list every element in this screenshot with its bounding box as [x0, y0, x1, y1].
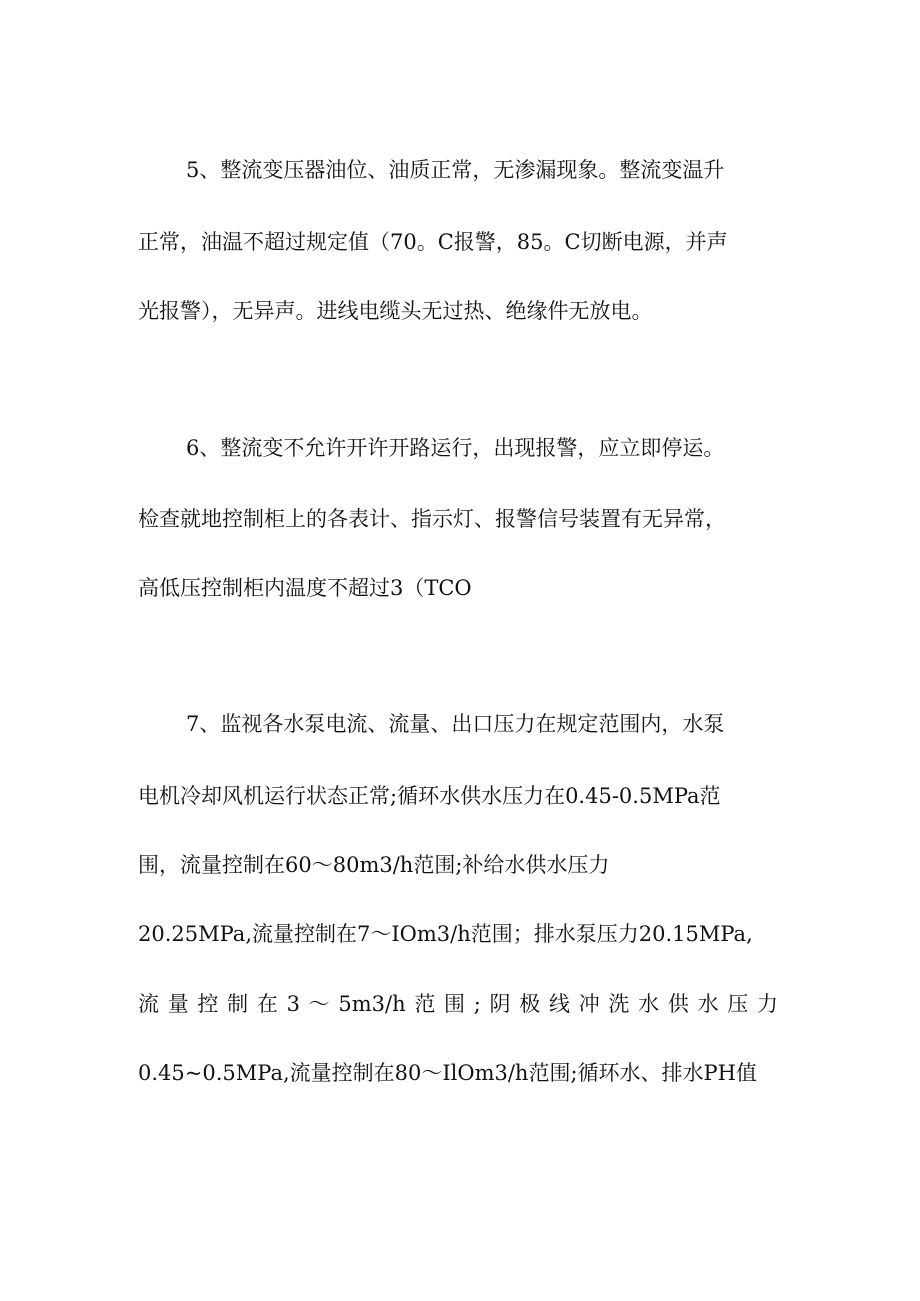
paragraph-line: 20.25MPa,流量控制在7～IOm3/h范围；排水泵压力20.15MPa, — [138, 922, 753, 946]
paragraph-line: 高低压控制柜内温度不超过3（TCO — [138, 576, 472, 600]
paragraph-line: 5、整流变压器油位、油质正常，无渗漏现象。整流变温升 — [186, 158, 725, 182]
paragraph-line: 检查就地控制柜上的各表计、指示灯、报警信号装置有无异常， — [138, 507, 726, 531]
paragraph-line: 6、整流变不允许开许开路运行，出现报警，应立即停运。 — [186, 436, 725, 460]
paragraph-line: 流量控制在3～5m3/h范围;阴极线冲洗水供水压力 — [138, 992, 778, 1016]
paragraph-line: 7、监视各水泵电流、流量、出口压力在规定范围内，水泵 — [186, 712, 725, 736]
paragraph-line: 电机冷却风机运行状态正常;循环水供水压力在0.45-0.5MPa范 — [138, 784, 721, 808]
paragraph-line: 正常，油温不超过规定值（70。C报警，85。C切断电源，并声 — [138, 230, 728, 254]
paragraph-line: 围，流量控制在60～80m3/h范围;补给水供水压力 — [138, 853, 610, 877]
paragraph-line: 0.45~0.5MPa,流量控制在80～IlOm3/h范围;循环水、排水PH值 — [138, 1061, 757, 1085]
paragraph-line: 光报警），无异声。进线电缆头无过热、绝缘件无放电。 — [138, 299, 653, 323]
